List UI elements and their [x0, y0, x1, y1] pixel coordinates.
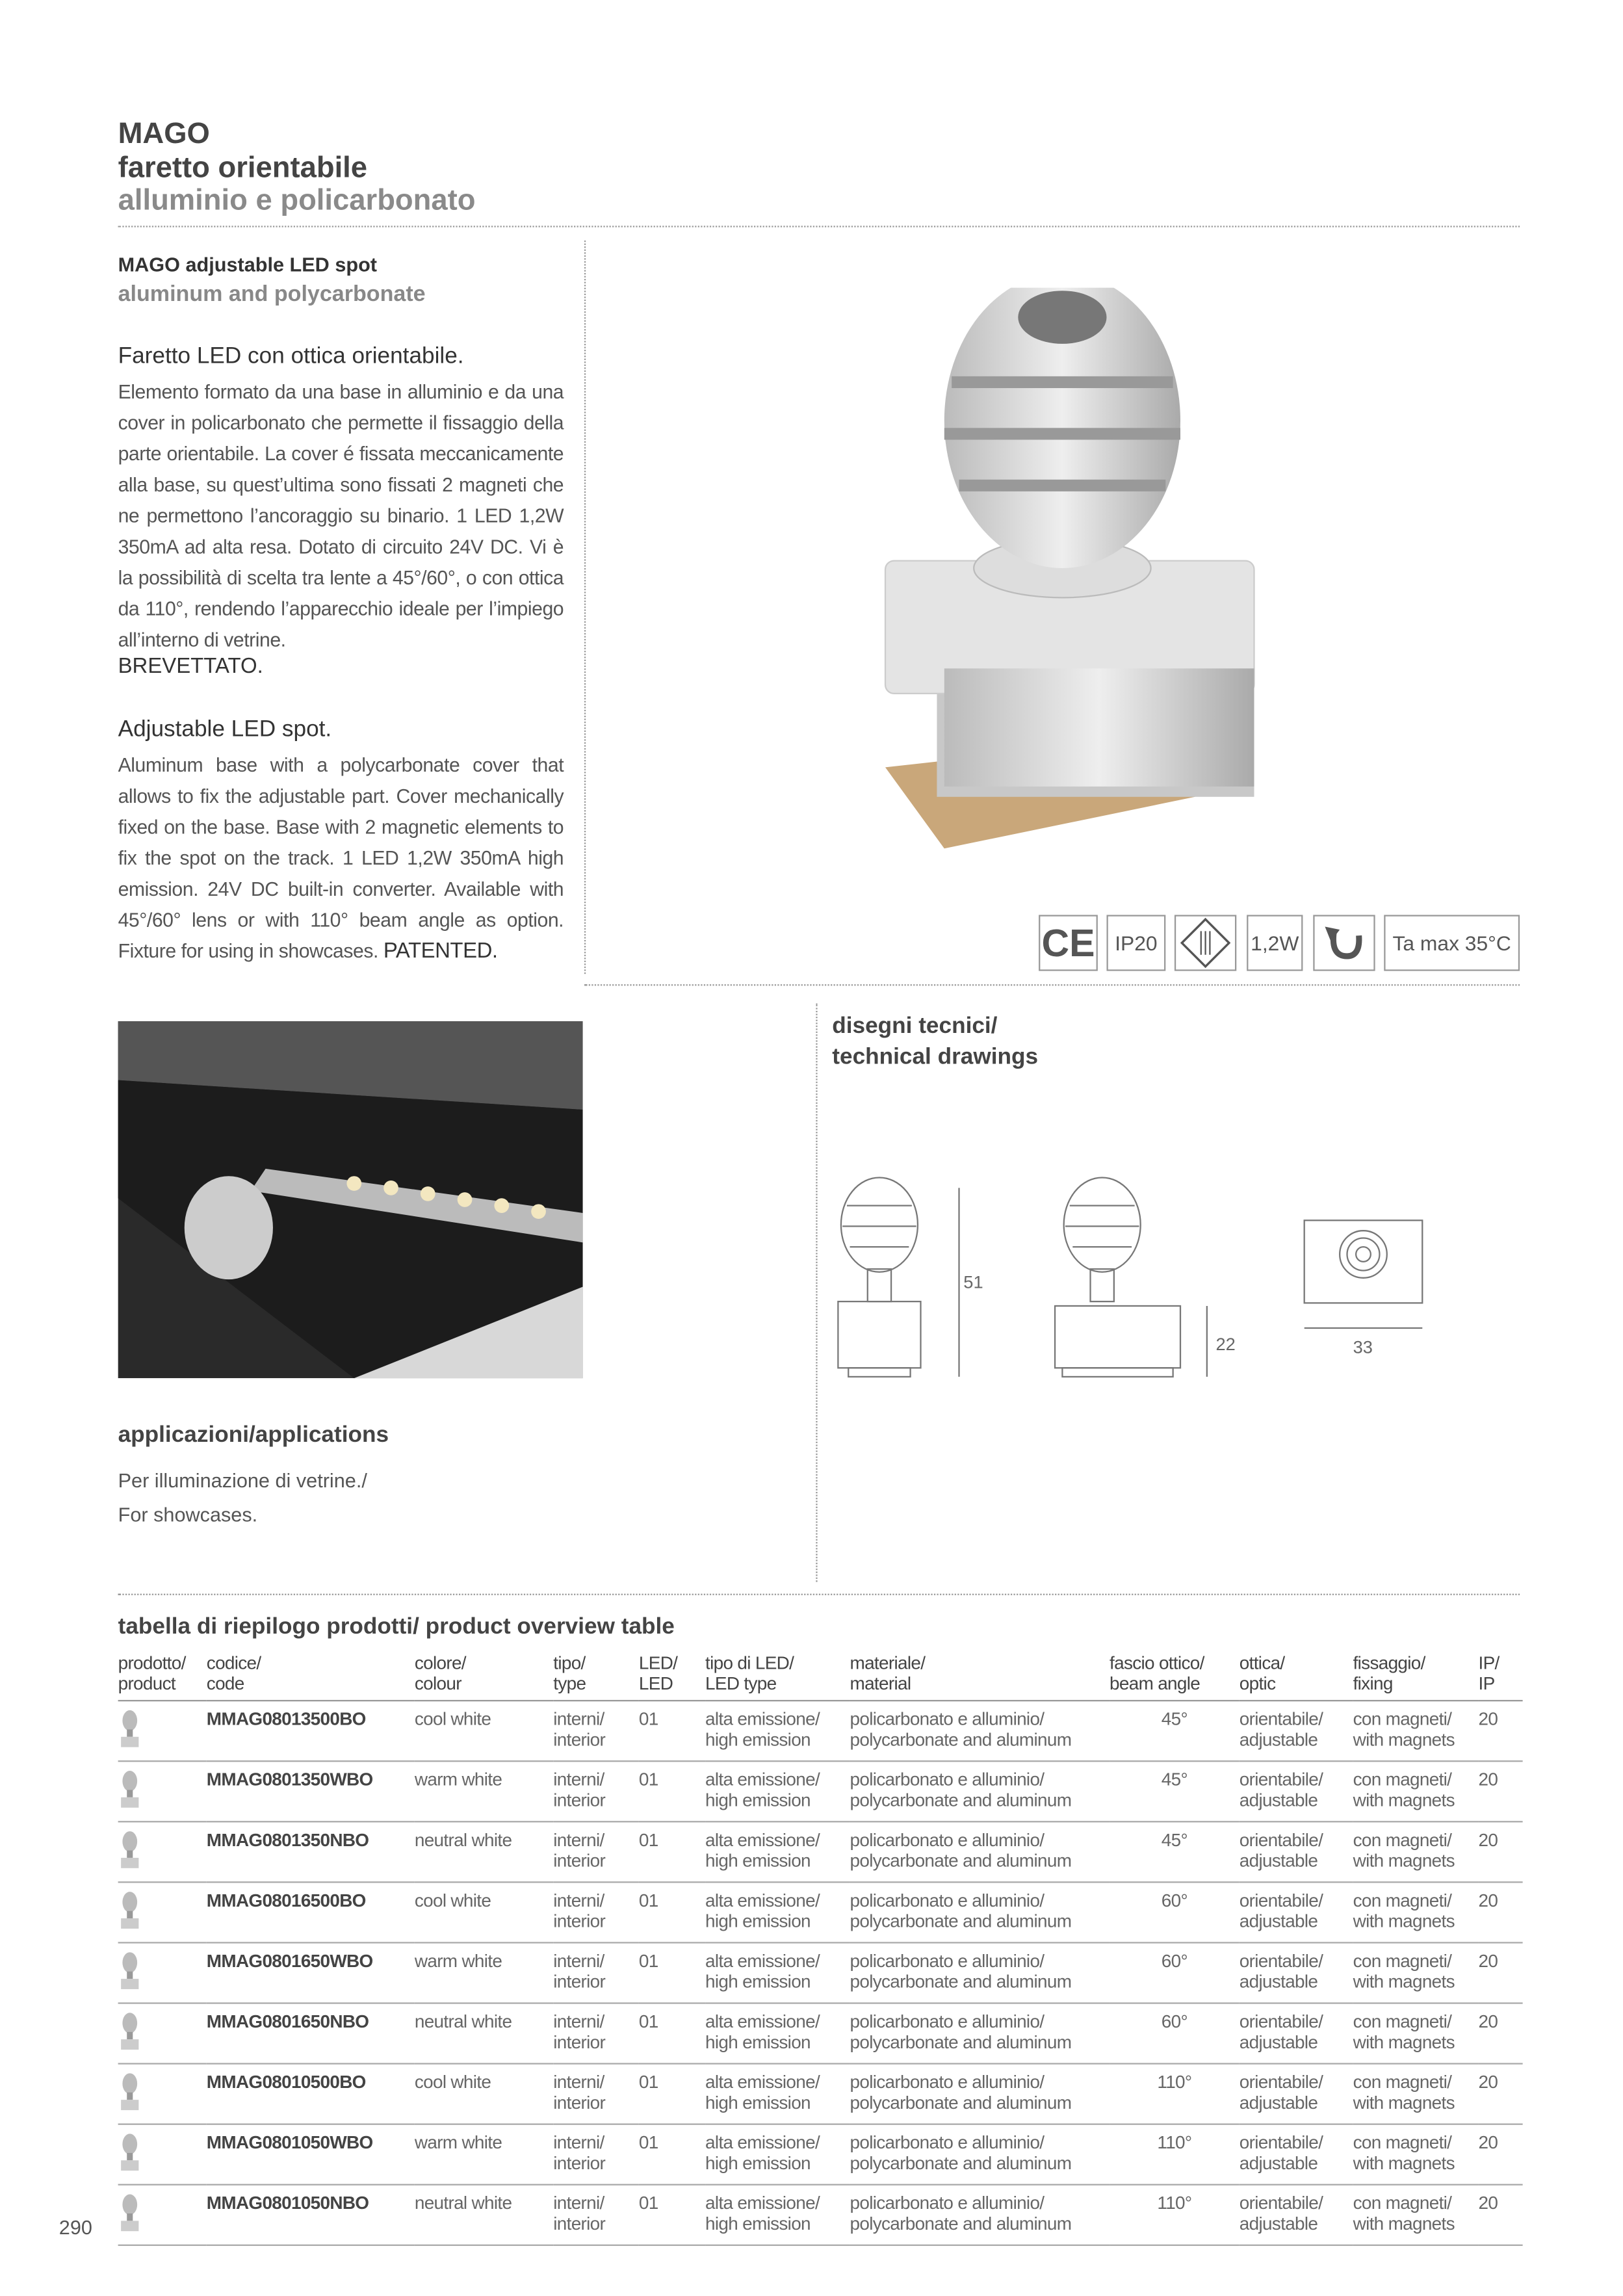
type: interni/ interior: [553, 2124, 639, 2185]
type: interni/ interior: [553, 2185, 639, 2245]
optic: orientabile/ adjustable: [1240, 2185, 1353, 2245]
led-type: alta emissione/ high emission: [705, 2064, 850, 2124]
table-row: [118, 1821, 1523, 1882]
led-count: 01: [639, 1761, 705, 1821]
beam-angle: 60°: [1110, 1942, 1240, 2003]
column-header: ottica/ optic: [1240, 1652, 1353, 1701]
beam-angle: 45°: [1110, 1701, 1240, 1761]
led-count: 01: [639, 2003, 705, 2064]
optic: orientabile/ adjustable: [1240, 2003, 1353, 2064]
led-count: 01: [639, 2185, 705, 2245]
optic: orientabile/ adjustable: [1240, 1821, 1353, 1882]
product-code: MMAG0801050WBO: [207, 2124, 415, 2185]
table-row: [118, 1761, 1523, 1821]
material: policarbonato e alluminio/ polycarbonate and aluminum: [850, 1882, 1110, 1942]
beam-angle: 110°: [1110, 2064, 1240, 2124]
fixing: con magneti/ with magnets: [1353, 2064, 1479, 2124]
product-thumbnail: [118, 1882, 207, 1942]
page-number: 290: [58, 2216, 92, 2239]
type: interni/ interior: [553, 1761, 639, 1821]
product-thumbnail: [118, 2003, 207, 2064]
application-photo: [118, 1021, 583, 1378]
material: policarbonato e alluminio/ polycarbonate and aluminum: [850, 1701, 1110, 1761]
led-type: alta emissione/ high emission: [705, 1761, 850, 1821]
colour: cool white: [415, 1882, 553, 1942]
fixing: con magneti/ with magnets: [1353, 2003, 1479, 2064]
product-thumbnail: [118, 2185, 207, 2245]
column-header: IP/ IP: [1479, 1652, 1523, 1701]
ip-rating-badge: IP20: [1107, 915, 1166, 971]
colour: cool white: [415, 2064, 553, 2124]
beam-angle: 45°: [1110, 1821, 1240, 1882]
column-header: fissaggio/ fixing: [1353, 1652, 1479, 1701]
material: policarbonato e alluminio/ polycarbonate and aluminum: [850, 2064, 1110, 2124]
product-thumbnail: [118, 2124, 207, 2185]
product-code: MMAG0801650WBO: [207, 1942, 415, 2003]
led-count: 01: [639, 2064, 705, 2124]
en-patent: PATENTED.: [383, 939, 498, 964]
material: policarbonato e alluminio/ polycarbonate and aluminum: [850, 1821, 1110, 1882]
type: interni/ interior: [553, 1942, 639, 2003]
column-header: tipo/ type: [553, 1652, 639, 1701]
led-type: alta emissione/ high emission: [705, 2003, 850, 2064]
ip-rating: 20: [1479, 2185, 1523, 2245]
led-count: 01: [639, 1942, 705, 2003]
column-header: tipo di LED/ LED type: [705, 1652, 850, 1701]
fixing: con magneti/ with magnets: [1353, 1942, 1479, 2003]
material: policarbonato e alluminio/ polycarbonate and aluminum: [850, 1761, 1110, 1821]
ip-rating: 20: [1479, 1761, 1523, 1821]
led-type: alta emissione/ high emission: [705, 2185, 850, 2245]
product-code: MMAG0801650NBO: [207, 2003, 415, 2064]
beam-angle: 110°: [1110, 2185, 1240, 2245]
column-header: colore/ colour: [415, 1652, 553, 1701]
product-code: MMAG08013500BO: [207, 1701, 415, 1761]
ip-rating: 20: [1479, 2003, 1523, 2064]
product-code: MMAG08016500BO: [207, 1882, 415, 1942]
led-count: 01: [639, 1821, 705, 1882]
material: policarbonato e alluminio/ polycarbonate and aluminum: [850, 2185, 1110, 2245]
product-material: alluminio e policarbonato: [118, 184, 476, 217]
type: interni/ interior: [553, 1701, 639, 1761]
dim-width: 33: [1353, 1337, 1373, 1358]
fixing: con magneti/ with magnets: [1353, 1882, 1479, 1942]
product-thumbnail: [118, 1761, 207, 1821]
material: policarbonato e alluminio/ polycarbonate and aluminum: [850, 2003, 1110, 2064]
type: interni/ interior: [553, 2003, 639, 2064]
product-type: faretto orientabile: [118, 151, 368, 185]
colour: warm white: [415, 2124, 553, 2185]
column-header: LED/ LED: [639, 1652, 705, 1701]
colour: neutral white: [415, 2185, 553, 2245]
optic: orientabile/ adjustable: [1240, 1942, 1353, 2003]
divider: [816, 1004, 817, 1582]
dim-height: 51: [963, 1272, 983, 1293]
led-count: 01: [639, 1701, 705, 1761]
column-header: codice/ code: [207, 1652, 415, 1701]
column-header: materiale/ material: [850, 1652, 1110, 1701]
type: interni/ interior: [553, 1882, 639, 1942]
applications-title: applicazioni/applications: [118, 1422, 389, 1448]
product-thumbnail: [118, 1821, 207, 1882]
fixing: con magneti/ with magnets: [1353, 2124, 1479, 2185]
table-row: [118, 2185, 1523, 2245]
optic: orientabile/ adjustable: [1240, 1701, 1353, 1761]
ce-mark-icon: CE: [1039, 915, 1098, 971]
it-lead: Faretto LED con ottica orientabile.: [118, 343, 464, 369]
led-type: alta emissione/ high emission: [705, 1882, 850, 1942]
ip-rating: 20: [1479, 1701, 1523, 1761]
table-row: [118, 1882, 1523, 1942]
material: policarbonato e alluminio/ polycarbonate and aluminum: [850, 2124, 1110, 2185]
optic: orientabile/ adjustable: [1240, 1761, 1353, 1821]
led-type: alta emissione/ high emission: [705, 2124, 850, 2185]
product-thumbnail: [118, 1701, 207, 1761]
optic: orientabile/ adjustable: [1240, 2064, 1353, 2124]
led-type: alta emissione/ high emission: [705, 1942, 850, 2003]
colour: warm white: [415, 1942, 553, 2003]
type: interni/ interior: [553, 2064, 639, 2124]
drawings-title: disegni tecnici/ technical drawings: [832, 1013, 1039, 1070]
beam-angle: 45°: [1110, 1761, 1240, 1821]
divider: [584, 241, 586, 974]
product-thumbnail: [118, 1942, 207, 2003]
fixing: con magneti/ with magnets: [1353, 1701, 1479, 1761]
ip-rating: 20: [1479, 1882, 1523, 1942]
it-patent: BREVETTATO.: [118, 655, 263, 679]
temperature-badge: Ta max 35°C: [1384, 915, 1520, 971]
led-type: alta emissione/ high emission: [705, 1821, 850, 1882]
applications-text: Per illuminazione di vetrine./ For showcases.: [118, 1469, 367, 1526]
colour: neutral white: [415, 2003, 553, 2064]
it-description: Elemento formato da una base in alluminio e da una cover in policarbonato che permette il fissaggio della parte orientabile. La cover é fissata meccanicamente alla base, su quest’ultima sono fissati 2 magneti che ne permettono l’ancoraggio su binario. 1 LED 1,2W 350mA ad alta resa. Dotato di circuito 24V DC. Vi è la possibilità di scelta tra lente a 45°/60°, o con ottica da 110°, rendendo l’apparecchio ideale per l’impiego all’interno di vetrine.: [118, 380, 564, 651]
colour: warm white: [415, 1761, 553, 1821]
ip-rating: 20: [1479, 2124, 1523, 2185]
optic: orientabile/ adjustable: [1240, 2124, 1353, 2185]
class-iii-icon: [1175, 915, 1236, 971]
fixing: con magneti/ with magnets: [1353, 1821, 1479, 1882]
rotate-icon: [1313, 915, 1375, 971]
product-thumbnail: [118, 2064, 207, 2124]
table-title: tabella di riepilogo prodotti/ product overview table: [118, 1614, 675, 1639]
led-count: 01: [639, 2124, 705, 2185]
technical-drawing: [826, 1173, 1446, 1394]
divider: [584, 984, 1520, 985]
subtitle-en: aluminum and polycarbonate: [118, 281, 426, 307]
led-count: 01: [639, 1882, 705, 1942]
table-row: [118, 2124, 1523, 2185]
beam-angle: 60°: [1110, 2003, 1240, 2064]
ip-rating: 20: [1479, 1821, 1523, 1882]
table-row: [118, 1942, 1523, 2003]
en-lead: Adjustable LED spot.: [118, 717, 332, 742]
product-name: MAGO: [118, 118, 210, 151]
divider: [118, 226, 1520, 227]
power-badge: 1,2W: [1247, 915, 1303, 971]
product-photo: [826, 288, 1269, 893]
fixing: con magneti/ with magnets: [1353, 2185, 1479, 2245]
product-code: MMAG0801350NBO: [207, 1821, 415, 1882]
type: interni/ interior: [553, 1821, 639, 1882]
fixing: con magneti/ with magnets: [1353, 1761, 1479, 1821]
product-code: MMAG0801050NBO: [207, 2185, 415, 2245]
product-code: MMAG08010500BO: [207, 2064, 415, 2124]
divider: [118, 1594, 1520, 1595]
led-type: alta emissione/ high emission: [705, 1701, 850, 1761]
ip-rating: 20: [1479, 1942, 1523, 2003]
colour: neutral white: [415, 1821, 553, 1882]
ip-rating: 20: [1479, 2064, 1523, 2124]
beam-angle: 110°: [1110, 2124, 1240, 2185]
table-row: [118, 1701, 1523, 1761]
table-row: [118, 2064, 1523, 2124]
dim-base: 22: [1215, 1334, 1236, 1355]
title-en: MAGO adjustable LED spot: [118, 254, 378, 276]
en-description: Aluminum base with a polycarbonate cover that allows to fix the adjustable part. Cover mechanically fixed on the base. Base with 2 magnetic elements to fix the spot on the track. 1 LED 1,2W 350mA high emission. 24V DC built-in converter. Available with 45°/60° lens or with 110° beam angle as option. Fixture for using in showcases. PATENTED.: [118, 753, 564, 964]
column-header: prodotto/ product: [118, 1652, 207, 1701]
beam-angle: 60°: [1110, 1882, 1240, 1942]
column-header: fascio ottico/ beam angle: [1110, 1652, 1240, 1701]
product-code: MMAG0801350WBO: [207, 1761, 415, 1821]
product-overview-table: [118, 1652, 1523, 2246]
table-row: [118, 2003, 1523, 2064]
optic: orientabile/ adjustable: [1240, 1882, 1353, 1942]
material: policarbonato e alluminio/ polycarbonate and aluminum: [850, 1942, 1110, 2003]
colour: cool white: [415, 1701, 553, 1761]
